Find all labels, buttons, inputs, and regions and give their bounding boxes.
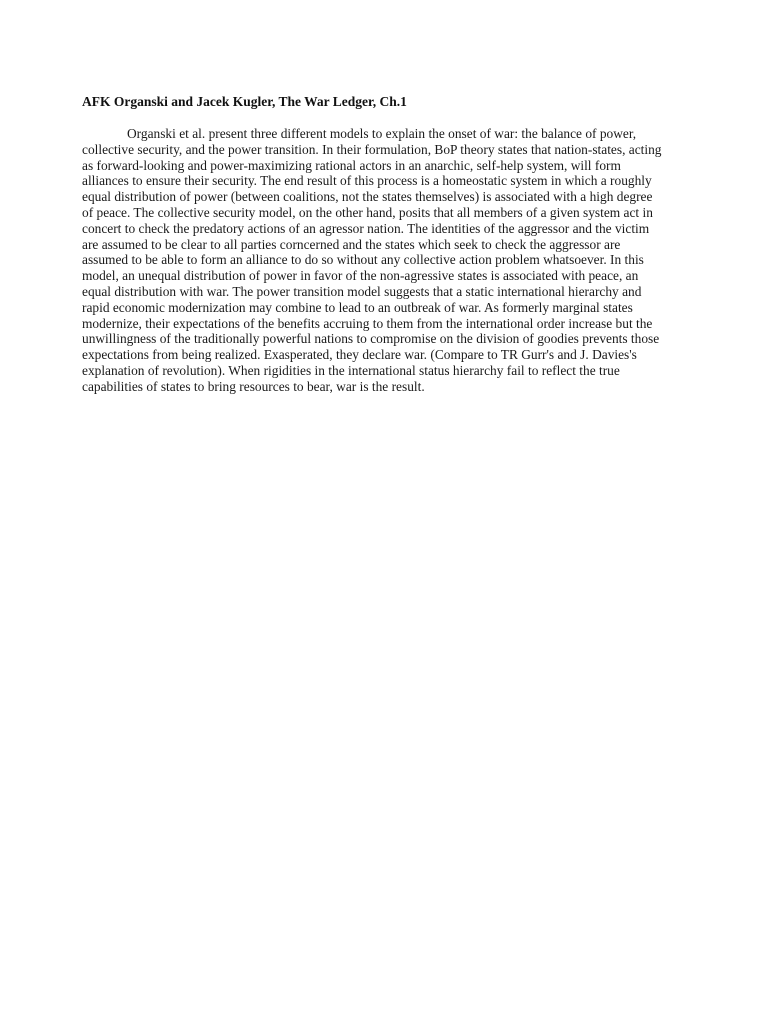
paragraph-line: equal distribution of power (between coalitions, not the states themselves) is associated with a high degree: [82, 189, 653, 205]
paragraph-line: are assumed to be clear to all parties corncerned and the states which seek to check the aggressor are: [82, 236, 621, 252]
paragraph-line: explanation of revolution). When rigidities in the international status hierarchy fail to reflect the true: [82, 362, 620, 378]
paragraph-line: alliances to ensure their security. The end result of this process is a homeostatic system in which a roughly: [82, 173, 652, 189]
paragraph-line: model, an unequal distribution of power in favor of the non-agressive states is associated with peace, an: [82, 268, 639, 284]
document-paragraph: [82, 126, 702, 395]
paragraph-line: capabilities of states to bring resources to bear, war is the result.: [82, 378, 425, 394]
paragraph-line: equal distribution with war. The power transition model suggests that a static international hierarchy and: [82, 283, 642, 299]
paragraph-line: as forward-looking and power-maximizing rational actors in an anarchic, self-help system, will form: [82, 157, 621, 173]
paragraph-line: concert to check the predatory actions of an agressor nation. The identities of the aggressor and the victim: [82, 220, 650, 236]
paragraph-line: modernize, their expectations of the benefits accruing to them from the international order increase but the: [82, 315, 653, 331]
paragraph-line: of peace. The collective security model, on the other hand, posits that all members of a given system act in: [82, 204, 653, 220]
document-title: AFK Organski and Jacek Kugler, The War Ledger, Ch.1: [82, 94, 407, 109]
paragraph-line: expectations from being realized. Exasperated, they declare war. (Compare to TR Gurr's and J. Davies's: [82, 347, 637, 363]
paragraph-line: unwillingness of the traditionally powerful nations to compromise on the division of goodies prevents those: [82, 331, 660, 347]
paragraph-line: rapid economic modernization may combine to lead to an outbreak of war. As formerly marginal states: [82, 299, 633, 315]
paragraph-line: collective security, and the power transition. In their formulation, BoP theory states that nation-states, acting: [82, 141, 662, 157]
paragraph-line: Organski et al. present three different models to explain the onset of war: the balance of power,: [127, 126, 637, 141]
paragraph-line: assumed to be able to form an alliance to do so without any collective action problem whatsoever. In this: [82, 252, 644, 268]
